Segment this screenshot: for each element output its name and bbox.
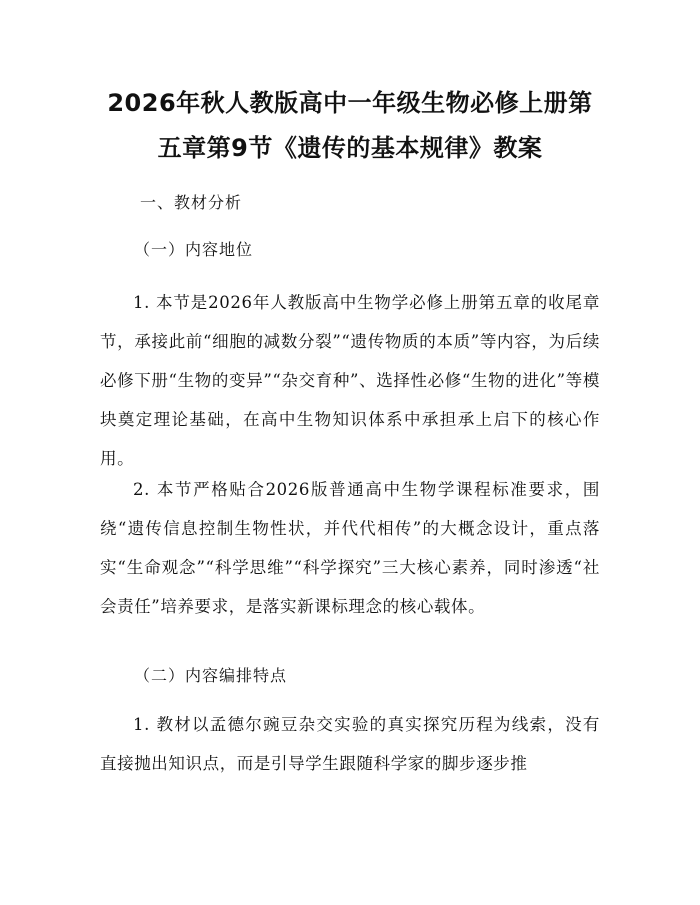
subsection-heading-arrangement-features: （二）内容编排特点 [134, 666, 288, 685]
document-title-line-1: 2026年秋人教版高中一年级生物必修上册第 [107, 89, 593, 117]
document-title-line-2: 五章第9节《遗传的基本规律》教案 [157, 134, 543, 162]
section-heading-materials-analysis: 一、教材分析 [140, 193, 243, 212]
paragraph-content-position-2: 2. 本节严格贴合2026版普通高中生物学课程标准要求，围绕“遗传信息控制生物性状，并代代相传”的大概念设计，重点落实“生命观念”“科学思维”“科学探究”三大核心素养，同时渗透“社会责任”培养要求，是落实新课标理念的核心载体。 [100, 480, 600, 616]
paragraph-arrangement-features-1: 1. 教材以孟德尔豌豆杂交实验的真实探究历程为线索，没有直接抛出知识点，而是引导学生跟随科学家的脚步逐步推 [100, 715, 600, 773]
paragraph-content-position-1: 1. 本节是2026年人教版高中生物学必修上册第五章的收尾章节，承接此前“细胞的减数分裂”“遗传物质的本质”等内容，为后续必修下册“生物的变异”“杂交育种”、选择性必修“生物的进化”等模块奠定理论基础，在高中生物知识体系中承担承上启下的核心作用。 [100, 293, 600, 468]
subsection-heading-content-position: （一）内容地位 [134, 240, 254, 259]
